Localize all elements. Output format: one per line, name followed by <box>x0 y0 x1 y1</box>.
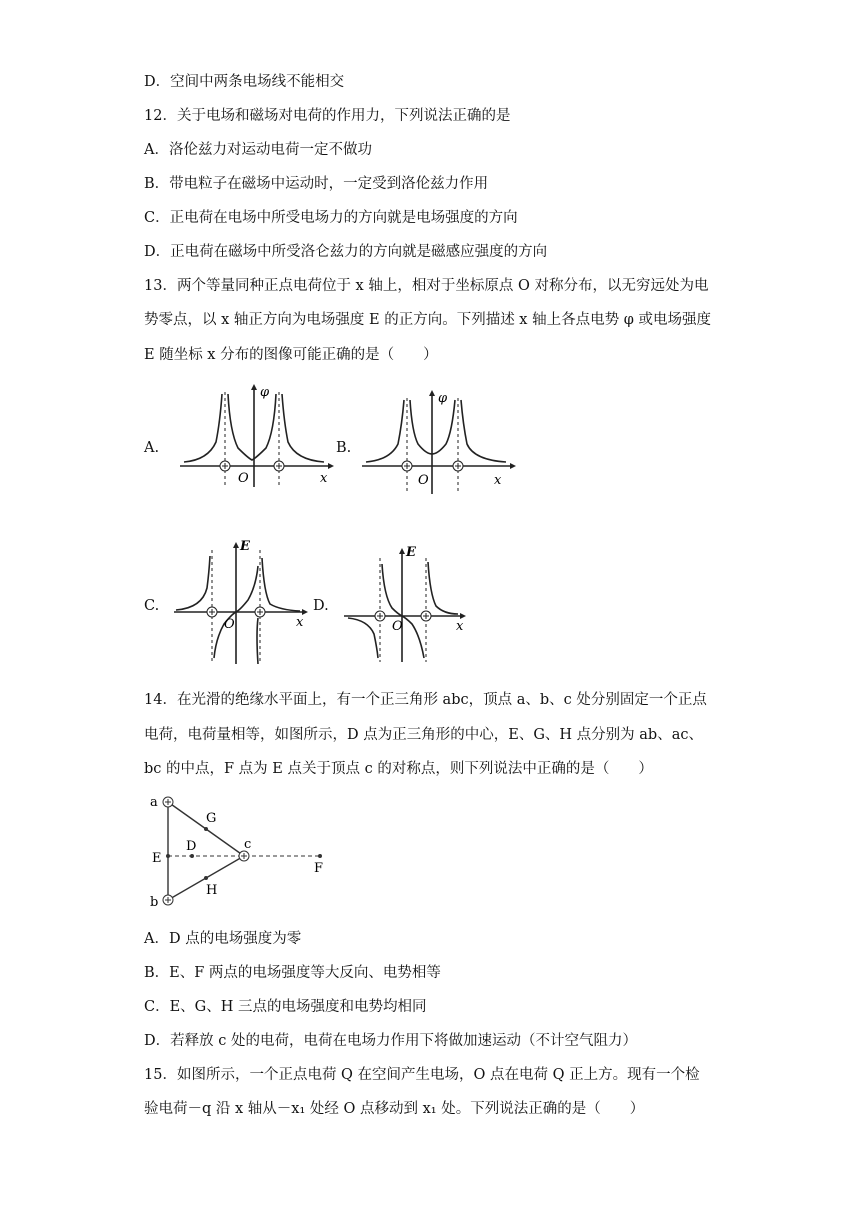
q13-option-d-label: D. <box>313 598 329 614</box>
q13-graph-c <box>172 538 312 666</box>
q14-stem-line1: 14．在光滑的绝缘水平面上，有一个正三角形 abc，顶点 a、b、c 处分别固定一个正点 <box>144 692 707 708</box>
q14-point-g-label: G <box>206 811 217 826</box>
q13-graph-c-origin-label: O <box>224 617 235 632</box>
q14-triangle-figure <box>144 792 344 914</box>
q12-option-d: D．正电荷在磁场中所受洛仑兹力的方向就是磁感应强度的方向 <box>144 244 548 260</box>
q14-option-a: A．D 点的电场强度为零 <box>144 931 302 947</box>
q14-option-b: B．E、F 两点的电场强度等大反向、电势相等 <box>144 965 441 981</box>
q13-graph-c-e-label: E <box>240 539 250 554</box>
q13-graph-d-e-label: E <box>406 545 416 560</box>
q14-point-h-label: H <box>206 883 218 898</box>
q13-option-b-label: B. <box>336 440 352 456</box>
q14-point-e-label: E <box>152 851 162 866</box>
q14-stem-line3: bc 的中点，F 点为 E 点关于顶点 c 的对称点，则下列说法中正确的是（ ） <box>144 761 653 777</box>
q14-vertex-c-label: c <box>244 837 252 852</box>
q13-graph-d-x-label: x <box>456 619 464 634</box>
q11-option-d: D．空间中两条电场线不能相交 <box>144 74 345 90</box>
q15-stem-line2: 验电荷－q 沿 x 轴从－x₁ 处经 O 点移动到 x₁ 处。下列说法正确的是（ ） <box>144 1101 645 1117</box>
q15-stem-line1: 15．如图所示，一个正点电荷 Q 在空间产生电场，O 点在电荷 Q 正上方。现有一个检 <box>144 1067 700 1083</box>
q13-stem-line3: E 随坐标 x 分布的图像可能正确的是（ ） <box>144 347 438 363</box>
q13-graph-a-phi-label: φ <box>260 385 270 400</box>
q14-point-d-label: D <box>186 839 197 854</box>
q13-option-a-label: A. <box>144 440 160 456</box>
q14-stem-line2: 电荷，电荷量相等，如图所示，D 点为正三角形的中心，E、G、H 点分别为 ab、ac、 <box>144 727 703 743</box>
q13-stem-line1: 13．两个等量同种正点电荷位于 x 轴上，相对于坐标原点 O 对称分布，以无穷远处为电 <box>144 278 709 294</box>
q13-graph-b-x-label: x <box>494 473 502 488</box>
q13-option-c-label: C. <box>144 598 160 614</box>
q14-option-c: C．E、G、H 三点的电场强度和电势均相同 <box>144 999 427 1015</box>
q12-option-a: A．洛伦兹力对运动电荷一定不做功 <box>144 142 372 158</box>
q13-graph-a <box>178 382 336 490</box>
q14-vertex-b-label: b <box>150 895 159 910</box>
q13-graph-c-x-label: x <box>296 615 304 630</box>
q13-graph-b-phi-label: φ <box>438 391 448 406</box>
q13-graph-a-origin-label: O <box>238 471 249 486</box>
q13-graph-d <box>342 544 470 666</box>
q13-graph-d-origin-label: O <box>392 619 403 634</box>
q13-graph-b <box>360 388 520 496</box>
q13-graph-b-origin-label: O <box>418 473 429 488</box>
q14-vertex-a-label: a <box>150 795 158 810</box>
q12-option-c: C．正电荷在电场中所受电场力的方向就是电场强度的方向 <box>144 210 518 226</box>
q13-stem-line2: 势零点，以 x 轴正方向为电场强度 E 的正方向。下列描述 x 轴上各点电势 φ 或电场强度 <box>144 312 711 328</box>
q14-point-f-label: F <box>314 861 324 876</box>
q12-stem: 12．关于电场和磁场对电荷的作用力，下列说法正确的是 <box>144 108 511 124</box>
q12-option-b: B．带电粒子在磁场中运动时，一定受到洛伦兹力作用 <box>144 176 489 192</box>
q13-graph-a-x-label: x <box>320 471 328 486</box>
q14-option-d: D．若释放 c 处的电荷，电荷在电场力作用下将做加速运动（不计空气阻力） <box>144 1033 637 1049</box>
